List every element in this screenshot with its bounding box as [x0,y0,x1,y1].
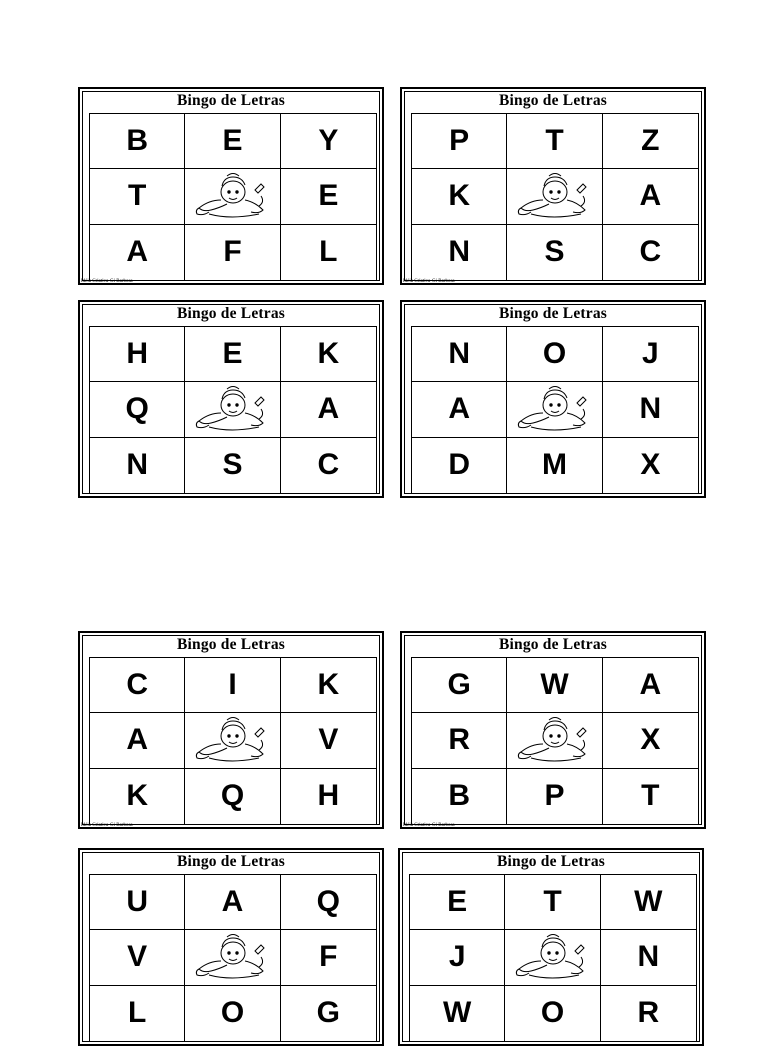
bingo-letter-cell: F [185,225,280,280]
bingo-letter-cell: S [507,225,602,280]
bingo-letter-cell: Q [90,382,185,437]
bingo-letter-cell: A [281,382,376,437]
card-title: Bingo de Letras [176,853,286,870]
bingo-letter-cell: Z [603,114,698,169]
bingo-letter-cell: K [281,658,376,713]
bingo-letter-cell: T [505,875,600,930]
top-page-section [0,0,768,482]
bingo-letter-cell: E [185,114,280,169]
bingo-letter-cell: W [507,658,602,713]
bingo-letter-cell: P [507,769,602,824]
bingo-card-7 [78,848,384,1046]
bingo-letter-cell: L [319,235,338,269]
bingo-grid [411,113,699,281]
bingo-letter-cell: X [640,448,661,482]
bingo-card-1 [78,87,384,285]
bingo-grid [411,657,699,825]
bingo-letter-cell: Q [281,875,376,930]
bingo-letter-cell: V [281,713,376,768]
credit-text: Idéia Criativa-Gi Barbosa [403,823,455,828]
bingo-letter-cell: L [90,986,185,1041]
credit-text: Idéia Criativa-Gi Barbosa [403,279,455,284]
bingo-letter-cell: N [412,225,507,280]
bingo-letter-cell: N [412,327,507,382]
card-title: Bingo de Letras [498,636,608,653]
card-title: Bingo de Letras [176,636,286,653]
bingo-letter-cell: E [410,875,505,930]
bingo-grid [89,657,377,825]
bingo-letter-cell: Y [281,114,376,169]
bingo-letter-cell: I [185,658,280,713]
bingo-letter-cell: K [412,169,507,224]
bingo-card-4 [400,300,706,498]
bingo-card-3 [78,300,384,498]
bingo-letter-cell: O [185,986,280,1041]
bingo-letter-cell: F [281,930,376,985]
bingo-letter-cell: D [412,438,507,493]
bingo-grid [89,326,377,494]
bingo-card-5 [78,631,384,829]
bingo-card-8 [398,848,704,1046]
bingo-letter-cell: E [281,169,376,224]
bingo-letter-cell: H [317,779,340,813]
bingo-grid [89,874,377,1042]
card-title: Bingo de Letras [176,305,286,322]
bingo-letter-cell: E [185,327,280,382]
bingo-letter-cell: X [603,713,698,768]
bingo-letter-cell: C [317,448,340,482]
card-title: Bingo de Letras [176,92,286,109]
bingo-letter-cell: V [90,930,185,985]
bingo-letter-cell: G [316,996,340,1030]
bingo-letter-cell: T [90,169,185,224]
bingo-letter-cell: J [603,327,698,382]
bingo-letter-cell: W [601,875,696,930]
credit-text: Idéia Criativa-Gi Barbosa [81,823,133,828]
bingo-letter-cell: G [412,658,507,713]
card-title: Bingo de Letras [498,92,608,109]
child-illustration-icon [185,713,280,768]
bingo-letter-cell: A [603,658,698,713]
card-title: Bingo de Letras [496,853,606,870]
bingo-letter-cell: O [507,327,602,382]
bingo-grid [411,326,699,494]
child-illustration-icon [507,169,602,224]
bingo-letter-cell: B [412,769,507,824]
bingo-grid [89,113,377,281]
bingo-letter-cell: S [185,438,280,493]
child-illustration-icon [185,930,280,985]
bingo-letter-cell: A [603,169,698,224]
bingo-letter-cell: K [90,769,185,824]
bingo-letter-cell: N [90,438,185,493]
bingo-letter-cell: R [637,996,660,1030]
bingo-letter-cell: A [90,225,185,280]
bingo-letter-cell: C [90,658,185,713]
credit-text: Idéia Criativa-Gi Barbosa [81,279,133,284]
bingo-letter-cell: U [90,875,185,930]
child-illustration-icon [185,382,280,437]
card-title: Bingo de Letras [498,305,608,322]
bingo-letter-cell: A [185,875,280,930]
bingo-letter-cell: H [90,327,185,382]
bingo-grid [409,874,697,1042]
child-illustration-icon [507,713,602,768]
bingo-letter-cell: T [641,779,660,813]
bingo-letter-cell: N [603,382,698,437]
bingo-letter-cell: N [601,930,696,985]
bingo-letter-cell: R [412,713,507,768]
bingo-letter-cell: M [507,438,602,493]
bingo-letter-cell: A [90,713,185,768]
bingo-letter-cell: O [505,986,600,1041]
child-illustration-icon [505,930,600,985]
bingo-letter-cell: B [90,114,185,169]
bingo-card-6 [400,631,706,829]
child-illustration-icon [185,169,280,224]
bingo-letter-cell: A [412,382,507,437]
bingo-letter-cell: Q [185,769,280,824]
bingo-letter-cell: T [507,114,602,169]
bingo-letter-cell: W [410,986,505,1041]
bingo-letter-cell: P [412,114,507,169]
bingo-card-2 [400,87,706,285]
bingo-letter-cell: J [410,930,505,985]
bingo-letter-cell: K [281,327,376,382]
child-illustration-icon [507,382,602,437]
bingo-letter-cell: C [639,235,662,269]
